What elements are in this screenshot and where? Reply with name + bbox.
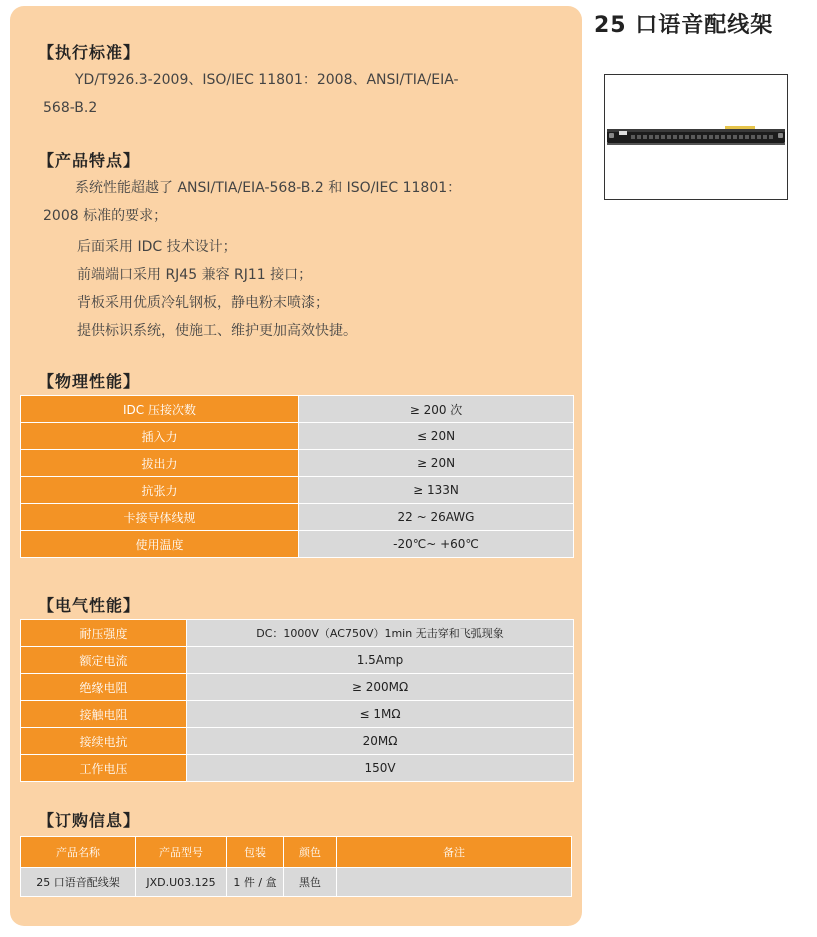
features-line-2: 2008 标准的要求； bbox=[43, 208, 168, 224]
feature-item: 前端端口采用 RJ45 兼容 RJ11 接口； bbox=[77, 267, 313, 283]
patch-panel-image bbox=[605, 75, 787, 199]
table-row bbox=[21, 620, 574, 647]
standards-text bbox=[43, 66, 553, 122]
table-header-row bbox=[21, 837, 572, 868]
table-value: DC：1000V（AC750V）1min 无击穿和飞弧现象 bbox=[187, 620, 574, 647]
feature-item: 背板采用优质冷轧钢板，静电粉末喷漆； bbox=[77, 295, 329, 311]
table-key: 接续电抗 bbox=[21, 728, 187, 755]
table-key: 耐压强度 bbox=[21, 620, 187, 647]
table-row bbox=[21, 755, 574, 782]
table-cell: JXD.U03.125 bbox=[136, 868, 227, 897]
table-value: ≥ 200MΩ bbox=[187, 674, 574, 701]
standards-line-1: YD/T926.3-2009、ISO/IEC 11801：2008、ANSI/TIA/EIA- bbox=[75, 72, 459, 88]
table-key: 绝缘电阻 bbox=[21, 674, 187, 701]
table-row bbox=[21, 423, 574, 450]
table-value: 150V bbox=[187, 755, 574, 782]
features-heading: 【产品特点】 bbox=[38, 151, 141, 170]
order-heading: 【订购信息】 bbox=[38, 811, 141, 830]
table-cell: 1 件 / 盒 bbox=[227, 868, 284, 897]
table-key: IDC 压接次数 bbox=[21, 396, 299, 423]
table-value: ≤ 20N bbox=[299, 423, 574, 450]
table-row bbox=[21, 868, 572, 897]
table-value: 20MΩ bbox=[187, 728, 574, 755]
order-table bbox=[20, 836, 572, 897]
table-cell: 黑色 bbox=[284, 868, 337, 897]
feature-item: 提供标识系统，使施工、维护更加高效快捷。 bbox=[77, 323, 357, 339]
page-title: 25 口语音配线架 bbox=[594, 13, 774, 38]
electrical-heading: 【电气性能】 bbox=[38, 596, 141, 615]
table-value: 22 ~ 26AWG bbox=[299, 504, 574, 531]
table-row bbox=[21, 647, 574, 674]
column-header: 颜色 bbox=[284, 837, 337, 868]
table-key: 工作电压 bbox=[21, 755, 187, 782]
electrical-table bbox=[20, 619, 574, 782]
table-value: ≥ 133N bbox=[299, 477, 574, 504]
table-key: 额定电流 bbox=[21, 647, 187, 674]
features-intro bbox=[43, 174, 553, 230]
physical-heading: 【物理性能】 bbox=[38, 372, 141, 391]
column-header: 产品型号 bbox=[136, 837, 227, 868]
table-key: 卡接导体线规 bbox=[21, 504, 299, 531]
standards-line-2: 568-B.2 bbox=[43, 100, 98, 116]
table-row bbox=[21, 701, 574, 728]
product-photo bbox=[604, 74, 788, 200]
table-key: 拔出力 bbox=[21, 450, 299, 477]
standards-heading: 【执行标准】 bbox=[38, 43, 141, 62]
table-key: 接触电阻 bbox=[21, 701, 187, 728]
table-cell: 25 口语音配线架 bbox=[21, 868, 136, 897]
table-value: ≥ 20N bbox=[299, 450, 574, 477]
feature-item: 后面采用 IDC 技术设计； bbox=[77, 239, 237, 255]
table-key: 插入力 bbox=[21, 423, 299, 450]
table-row bbox=[21, 728, 574, 755]
table-row bbox=[21, 477, 574, 504]
physical-table bbox=[20, 395, 574, 558]
table-value: -20℃~ +60℃ bbox=[299, 531, 574, 558]
table-key: 抗张力 bbox=[21, 477, 299, 504]
table-row bbox=[21, 531, 574, 558]
table-value: ≤ 1MΩ bbox=[187, 701, 574, 728]
table-key: 使用温度 bbox=[21, 531, 299, 558]
column-header: 包装 bbox=[227, 837, 284, 868]
table-row bbox=[21, 504, 574, 531]
table-row bbox=[21, 674, 574, 701]
features-line-1: 系统性能超越了 ANSI/TIA/EIA-568-B.2 和 ISO/IEC 11801： bbox=[75, 180, 462, 196]
table-row bbox=[21, 450, 574, 477]
table-cell bbox=[337, 868, 572, 897]
table-row bbox=[21, 396, 574, 423]
column-header: 产品名称 bbox=[21, 837, 136, 868]
table-value: ≥ 200 次 bbox=[299, 396, 574, 423]
table-value: 1.5Amp bbox=[187, 647, 574, 674]
column-header: 备注 bbox=[337, 837, 572, 868]
